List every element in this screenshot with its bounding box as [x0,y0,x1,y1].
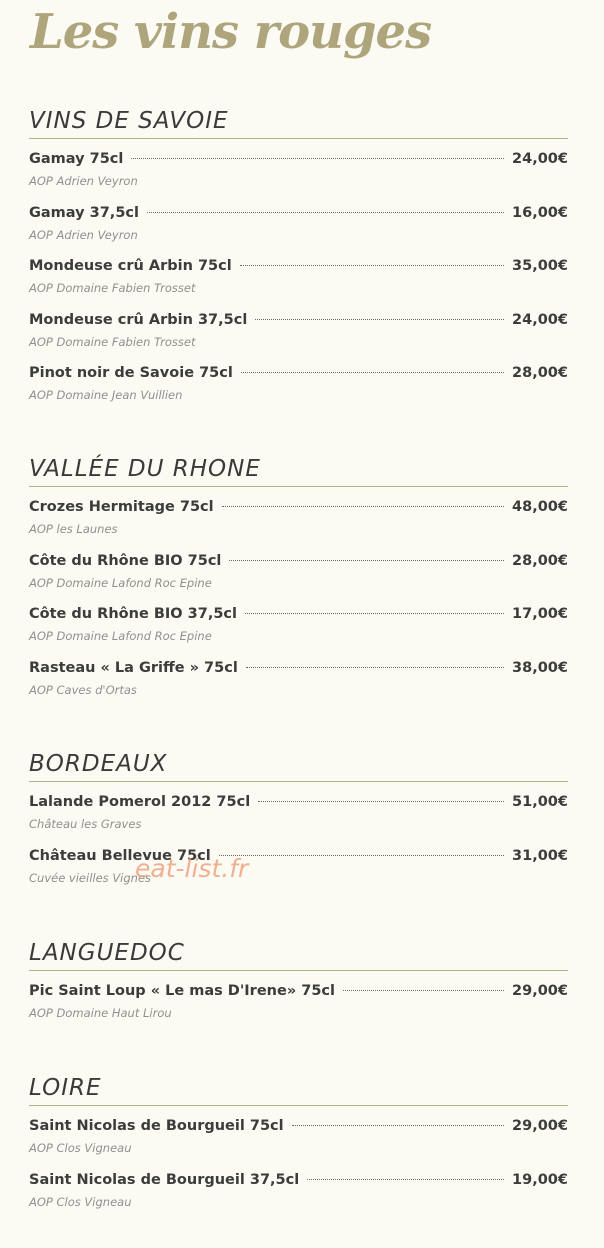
item-subtitle: AOP Adrien Veyron [29,227,138,242]
menu-item [29,252,568,306]
watermark: eat-list.fr [135,854,249,883]
item-price: 16,00€ [512,204,568,221]
item-name: Lalande Pomerol 2012 75cl [29,794,251,810]
menu-item [29,1166,568,1220]
menu-item [29,654,568,708]
item-subtitle: AOP Domaine Fabien Trosset [29,334,196,349]
item-subtitle: AOP Domaine Fabien Trosset [29,281,196,295]
menu-item [29,306,568,360]
item-name: Rasteau « La Griffe » 75cl [29,659,238,676]
item-subtitle: AOP Adrien Veyron [29,174,138,188]
dot-leader [222,506,504,507]
section-title: LOIRE [29,1071,568,1106]
section-vins-de-savoie [29,104,568,413]
dot-leader [255,319,504,320]
menu-item [29,359,568,413]
item-name: Côte du Rhône BIO 37,5cl [29,606,237,622]
item-price: 29,00€ [512,983,568,999]
item-price: 28,00€ [512,365,568,381]
dot-leader [219,855,504,856]
item-subtitle: AOP Domaine Jean Vuillien [29,388,183,402]
menu-item [29,547,568,601]
section-title: VALLÉE DU RHONE [29,452,568,487]
menu-item [29,600,568,654]
menu-item [29,1112,568,1166]
dot-leader [131,158,504,159]
item-name: Mondeuse crû Arbin 75cl [29,258,232,274]
item-subtitle: AOP Clos Vigneau [29,1194,132,1209]
dot-leader [343,990,504,991]
item-price: 17,00€ [512,606,568,622]
item-subtitle: Château les Graves [29,817,142,831]
item-name: Crozes Hermitage 75cl [29,499,214,515]
item-price: 31,00€ [512,847,568,864]
item-name: Saint Nicolas de Bourgueil 37,5cl [29,1171,300,1188]
item-price: 24,00€ [512,151,568,167]
dot-leader [246,667,504,668]
item-subtitle: Cuvée vieilles Vignes [29,870,152,885]
item-name: Saint Nicolas de Bourgueil 75cl [29,1118,284,1134]
item-name: Pic Saint Loup « Le mas D'Irene» 75cl [29,983,335,999]
dot-leader [229,560,504,561]
menu-item [29,145,568,199]
menu-item [29,493,568,547]
section-vallee-du-rhone [29,452,568,707]
section-title: LANGUEDOC [29,936,568,971]
item-price: 29,00€ [512,1118,568,1134]
item-price: 28,00€ [512,552,568,569]
dot-leader [245,613,504,614]
item-price: 24,00€ [512,311,568,328]
dot-leader [147,212,504,213]
item-name: Château Bellevue 75cl [29,847,211,864]
dot-leader [307,1179,504,1180]
dot-leader [241,372,504,373]
menu-item [29,977,568,1031]
menu-item [29,842,568,896]
dot-leader [258,801,504,802]
page-title: Les vins rouges [30,4,432,60]
item-price: 19,00€ [512,1171,568,1188]
item-price: 35,00€ [512,258,568,274]
section-loire [29,1071,568,1219]
menu-item [29,788,568,842]
item-name: Gamay 37,5cl [29,204,139,221]
item-name: Pinot noir de Savoie 75cl [29,365,233,381]
item-name: Gamay 75cl [29,151,124,167]
item-price: 38,00€ [512,659,568,676]
item-name: Mondeuse crû Arbin 37,5cl [29,311,248,328]
item-price: 48,00€ [512,499,568,515]
item-name: Côte du Rhône BIO 75cl [29,552,222,569]
menu-item [29,199,568,253]
section-languedoc [29,936,568,1031]
dot-leader [240,265,504,266]
item-subtitle: AOP Caves d'Ortas [29,682,137,697]
item-subtitle: AOP Domaine Lafond Roc Epine [29,629,212,643]
dot-leader [292,1125,504,1126]
section-title: BORDEAUX [29,747,568,782]
item-subtitle: AOP Clos Vigneau [29,1141,132,1155]
item-price: 51,00€ [512,794,568,810]
section-title: VINS DE SAVOIE [29,104,568,139]
item-subtitle: AOP Domaine Lafond Roc Epine [29,575,212,590]
item-subtitle: AOP Domaine Haut Lirou [29,1006,172,1020]
item-subtitle: AOP les Launes [29,522,118,536]
section-bordeaux [29,747,568,895]
